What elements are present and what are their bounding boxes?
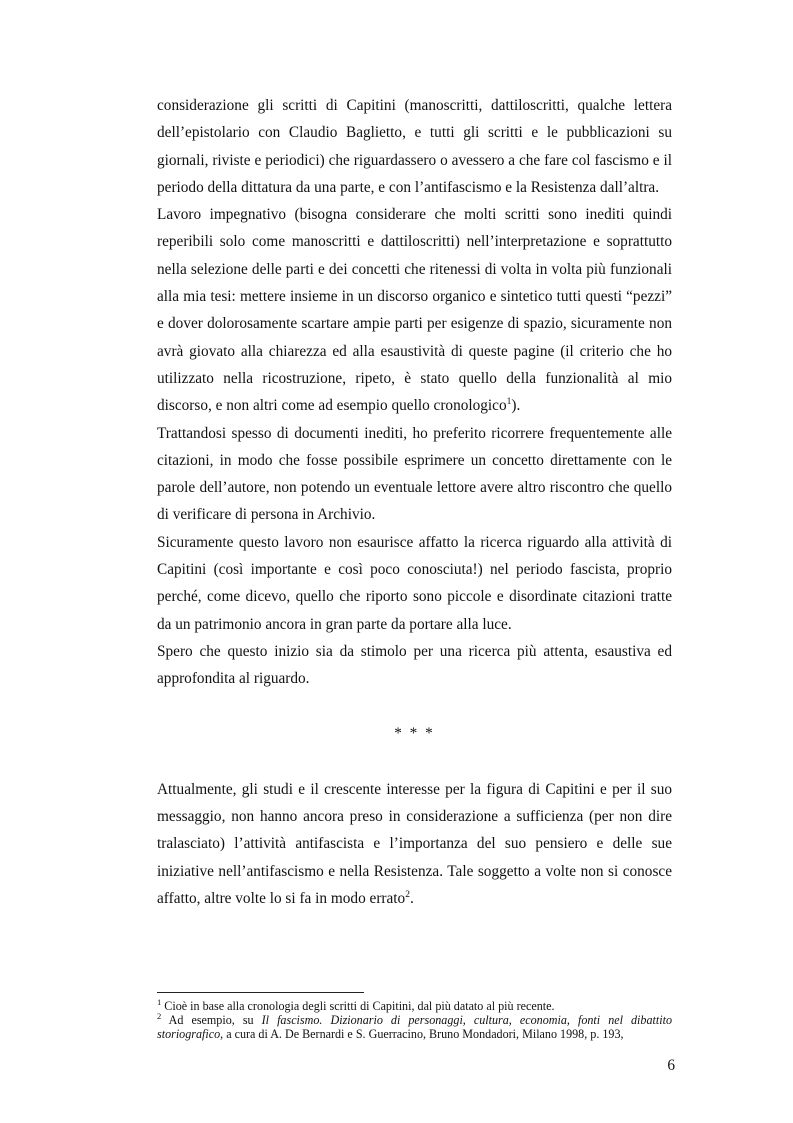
footnote-1 xyxy=(157,996,672,1013)
footnotes xyxy=(157,996,672,1042)
footnote-marker-2: 2 xyxy=(157,1011,162,1022)
paragraph-citations: Trattandosi spesso di documenti inediti, ho preferito ricorrere frequentemente alle citazioni, in modo che fosse possibile esprimere un concetto direttamente con le parole dell’autore, non potendo un eventuale lettore avere altro riscontro che quello di verificare di persona in Archivio. xyxy=(157,424,672,524)
footnote-ref-2: 2 xyxy=(405,889,410,900)
footnote-2-text-before: Ad esempio, su xyxy=(161,1013,262,1028)
body-text xyxy=(157,92,672,912)
footnote-divider xyxy=(157,992,364,993)
paragraph-current-studies xyxy=(157,776,672,912)
paragraph-hope: Spero che questo inizio sia da stimolo per una ricerca più attenta, esaustiva ed approfondita al riguardo. xyxy=(157,642,672,688)
paragraph-demanding-work xyxy=(157,201,672,419)
paragraph-current-studies-end: . xyxy=(409,890,414,908)
footnote-ref-1: 1 xyxy=(506,397,512,408)
footnote-1-text: Cioè in base alla cronologia degli scritti di Capitini, dal più datato al più recente. xyxy=(161,999,555,1013)
footnote-2-text-after: a cura di A. De Bernardi e S. Guerracino, Bruno Mondadori, Milano 1998, p. 193, xyxy=(223,1027,624,1042)
footnote-marker-1: 1 xyxy=(157,996,162,1007)
paragraph-sources: considerazione gli scritti di Capitini (manoscritti, dattiloscritti, qualche lettera dell’epistolario con Claudio Baglietto, e tutti gli scritti e le pubblicazioni su giornali, riviste e periodici) che riguardassero o avessero a che fare col fascismo e il periodo della dittatura da una parte, e con l’antifascismo e la Resistenza dall’altra. xyxy=(157,97,672,196)
paragraph-research-limits: Sicuramente questo lavoro non esaurisce affatto la ricerca riguardo alla attività di Capitini (così importante e così poco conosciuta!) nel periodo fascista, proprio perché, come dicevo, quello che riporto sono piccole e disordinate citazioni tratte da un patrimonio ancora in gran parte da portare alla luce. xyxy=(157,533,672,633)
footnote-2-title: Il fascismo. Dizionario di personaggi, cultura, economia, fonti nel dibattito storiografico, xyxy=(157,1013,672,1042)
section-separator: * * * xyxy=(394,724,435,742)
paragraph-demanding-work-end: ). xyxy=(511,397,521,415)
footnote-2 xyxy=(157,1013,672,1041)
page-number: 6 xyxy=(667,1057,675,1074)
paragraph-demanding-work-text: Lavoro impegnativo (bisogna considerare che molti scritti sono inediti quindi reperibili solo come manoscritti e dattiloscritti) nell’interpretazione e soprattutto nella selezione delle parti e dei concetti che ritenessi di volta in volta più funzionali alla mia tesi: mettere insieme in un discorso organico e sintetico tutti questi “pezzi” e dover dolorosamente scartare ampie parti per esigenze di spazio, sicuramente non avrà giovato alla chiarezza ed alla esaustività di queste pagine (il criterio che ho utilizzato nella ricostruzione, ripeto, è stato quello della funzionalità al mio discorso, e non altri come ad esempio quello cronologico xyxy=(157,206,672,415)
paragraph-current-studies-text: Attualmente, gli studi e il crescente interesse per la figura di Capitini e per il suo messaggio, non hanno ancora preso in considerazione a sufficienza (per non dire tralasciato) l’attività antifascista e l’importanza del suo pensiero e delle sue iniziative nell’antifascismo e nella Resistenza. Tale soggetto a volte non si conosce affatto, altre volte lo si fa in modo errato xyxy=(157,780,672,908)
